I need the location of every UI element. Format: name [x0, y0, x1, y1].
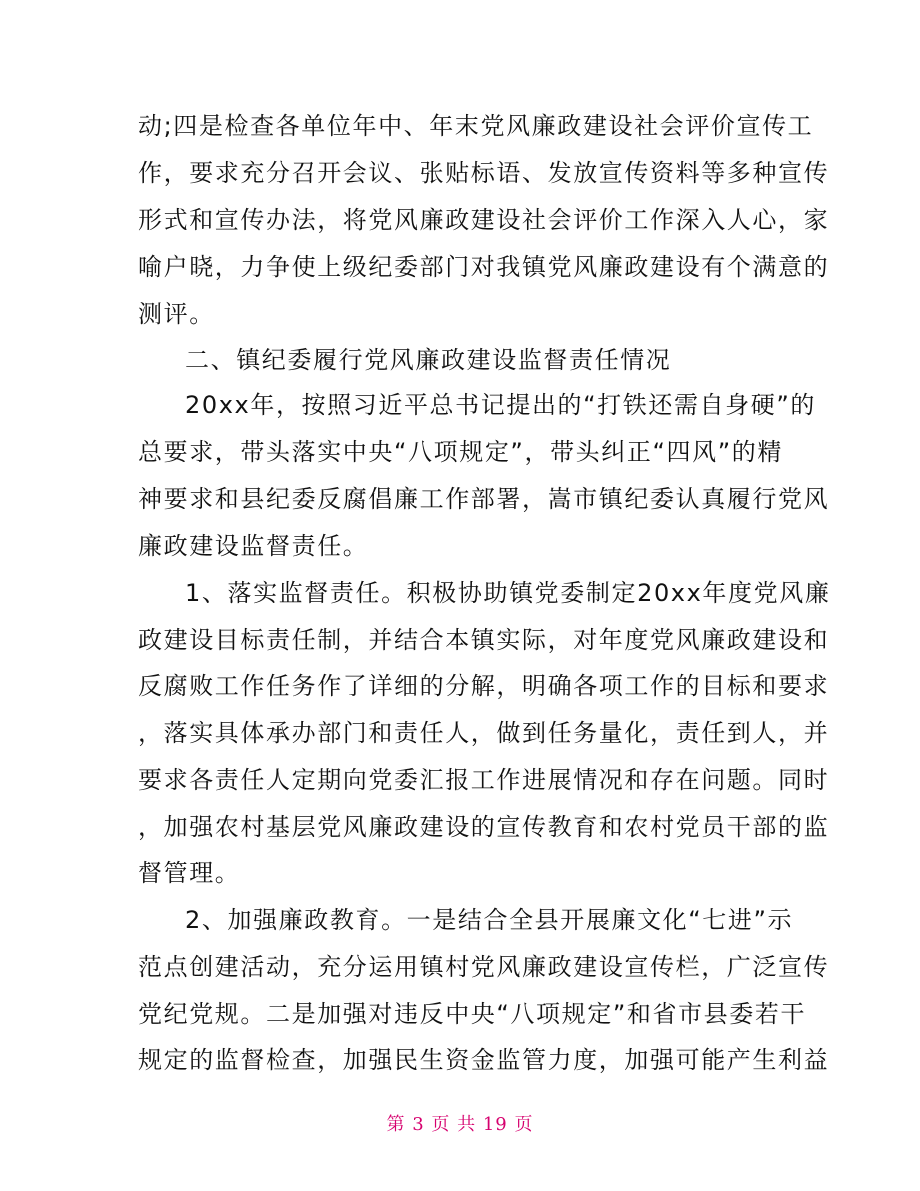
text-line: 范点创建活动，充分运用镇村党风廉政建设宣传栏，广泛宣传 — [138, 953, 830, 981]
text-line: 喻户晓，力争使上级纪委部门对我镇党风廉政建设有个满意的 — [138, 253, 830, 281]
text-line: 作，要求充分召开会议、张贴标语、发放宣传资料等多种宣传 — [138, 159, 830, 187]
text-line: 政建设目标责任制，并结合本镇实际，对年度党风廉政建设和 — [138, 626, 830, 654]
text-line: 1、落实监督责任。积极协助镇党委制定20xx年度党风廉 — [185, 579, 831, 607]
text-line: ，落实具体承办部门和责任人，做到任务量化，责任到人，并 — [138, 719, 830, 747]
text-line: 总要求，带头落实中央“八项规定”，带头纠正“四风”的精 — [138, 438, 783, 466]
section-heading: 二、镇纪委履行党风廉政建设监督责任情况 — [185, 346, 672, 374]
text-line: 党纪党规。二是加强对违反中央“八项规定”和省市县委若干 — [138, 1000, 807, 1028]
text-line: 督管理。 — [138, 859, 241, 887]
text-line: 廉政建设监督责任。 — [138, 532, 369, 560]
text-line: 要求各责任人定期向党委汇报工作进展情况和存在问题。同时 — [138, 766, 830, 794]
text-line: 测评。 — [138, 300, 215, 328]
text-line: 动;四是检查各单位年中、年末党风廉政建设社会评价宣传工 — [138, 112, 814, 140]
text-line: ，加强农村基层党风廉政建设的宣传教育和农村党员干部的监 — [138, 813, 830, 841]
text-line: 规定的监督检查，加强民生资金监管力度，加强可能产生利益 — [138, 1046, 830, 1074]
text-line: 神要求和县纪委反腐倡廉工作部署，嵩市镇纪委认真履行党风 — [138, 485, 830, 513]
text-line: 20xx年，按照习近平总书记提出的“打铁还需自身硬”的 — [185, 391, 817, 419]
text-line: 反腐败工作任务作了详细的分解，明确各项工作的目标和要求 — [138, 672, 830, 700]
text-line: 形式和宣传办法，将党风廉政建设社会评价工作深入人心，家 — [138, 206, 830, 234]
text-line: 2、加强廉政教育。一是结合全县开展廉文化“七进”示 — [185, 906, 794, 934]
page-number-footer: 第 3 页 共 19 页 — [386, 1114, 534, 1135]
